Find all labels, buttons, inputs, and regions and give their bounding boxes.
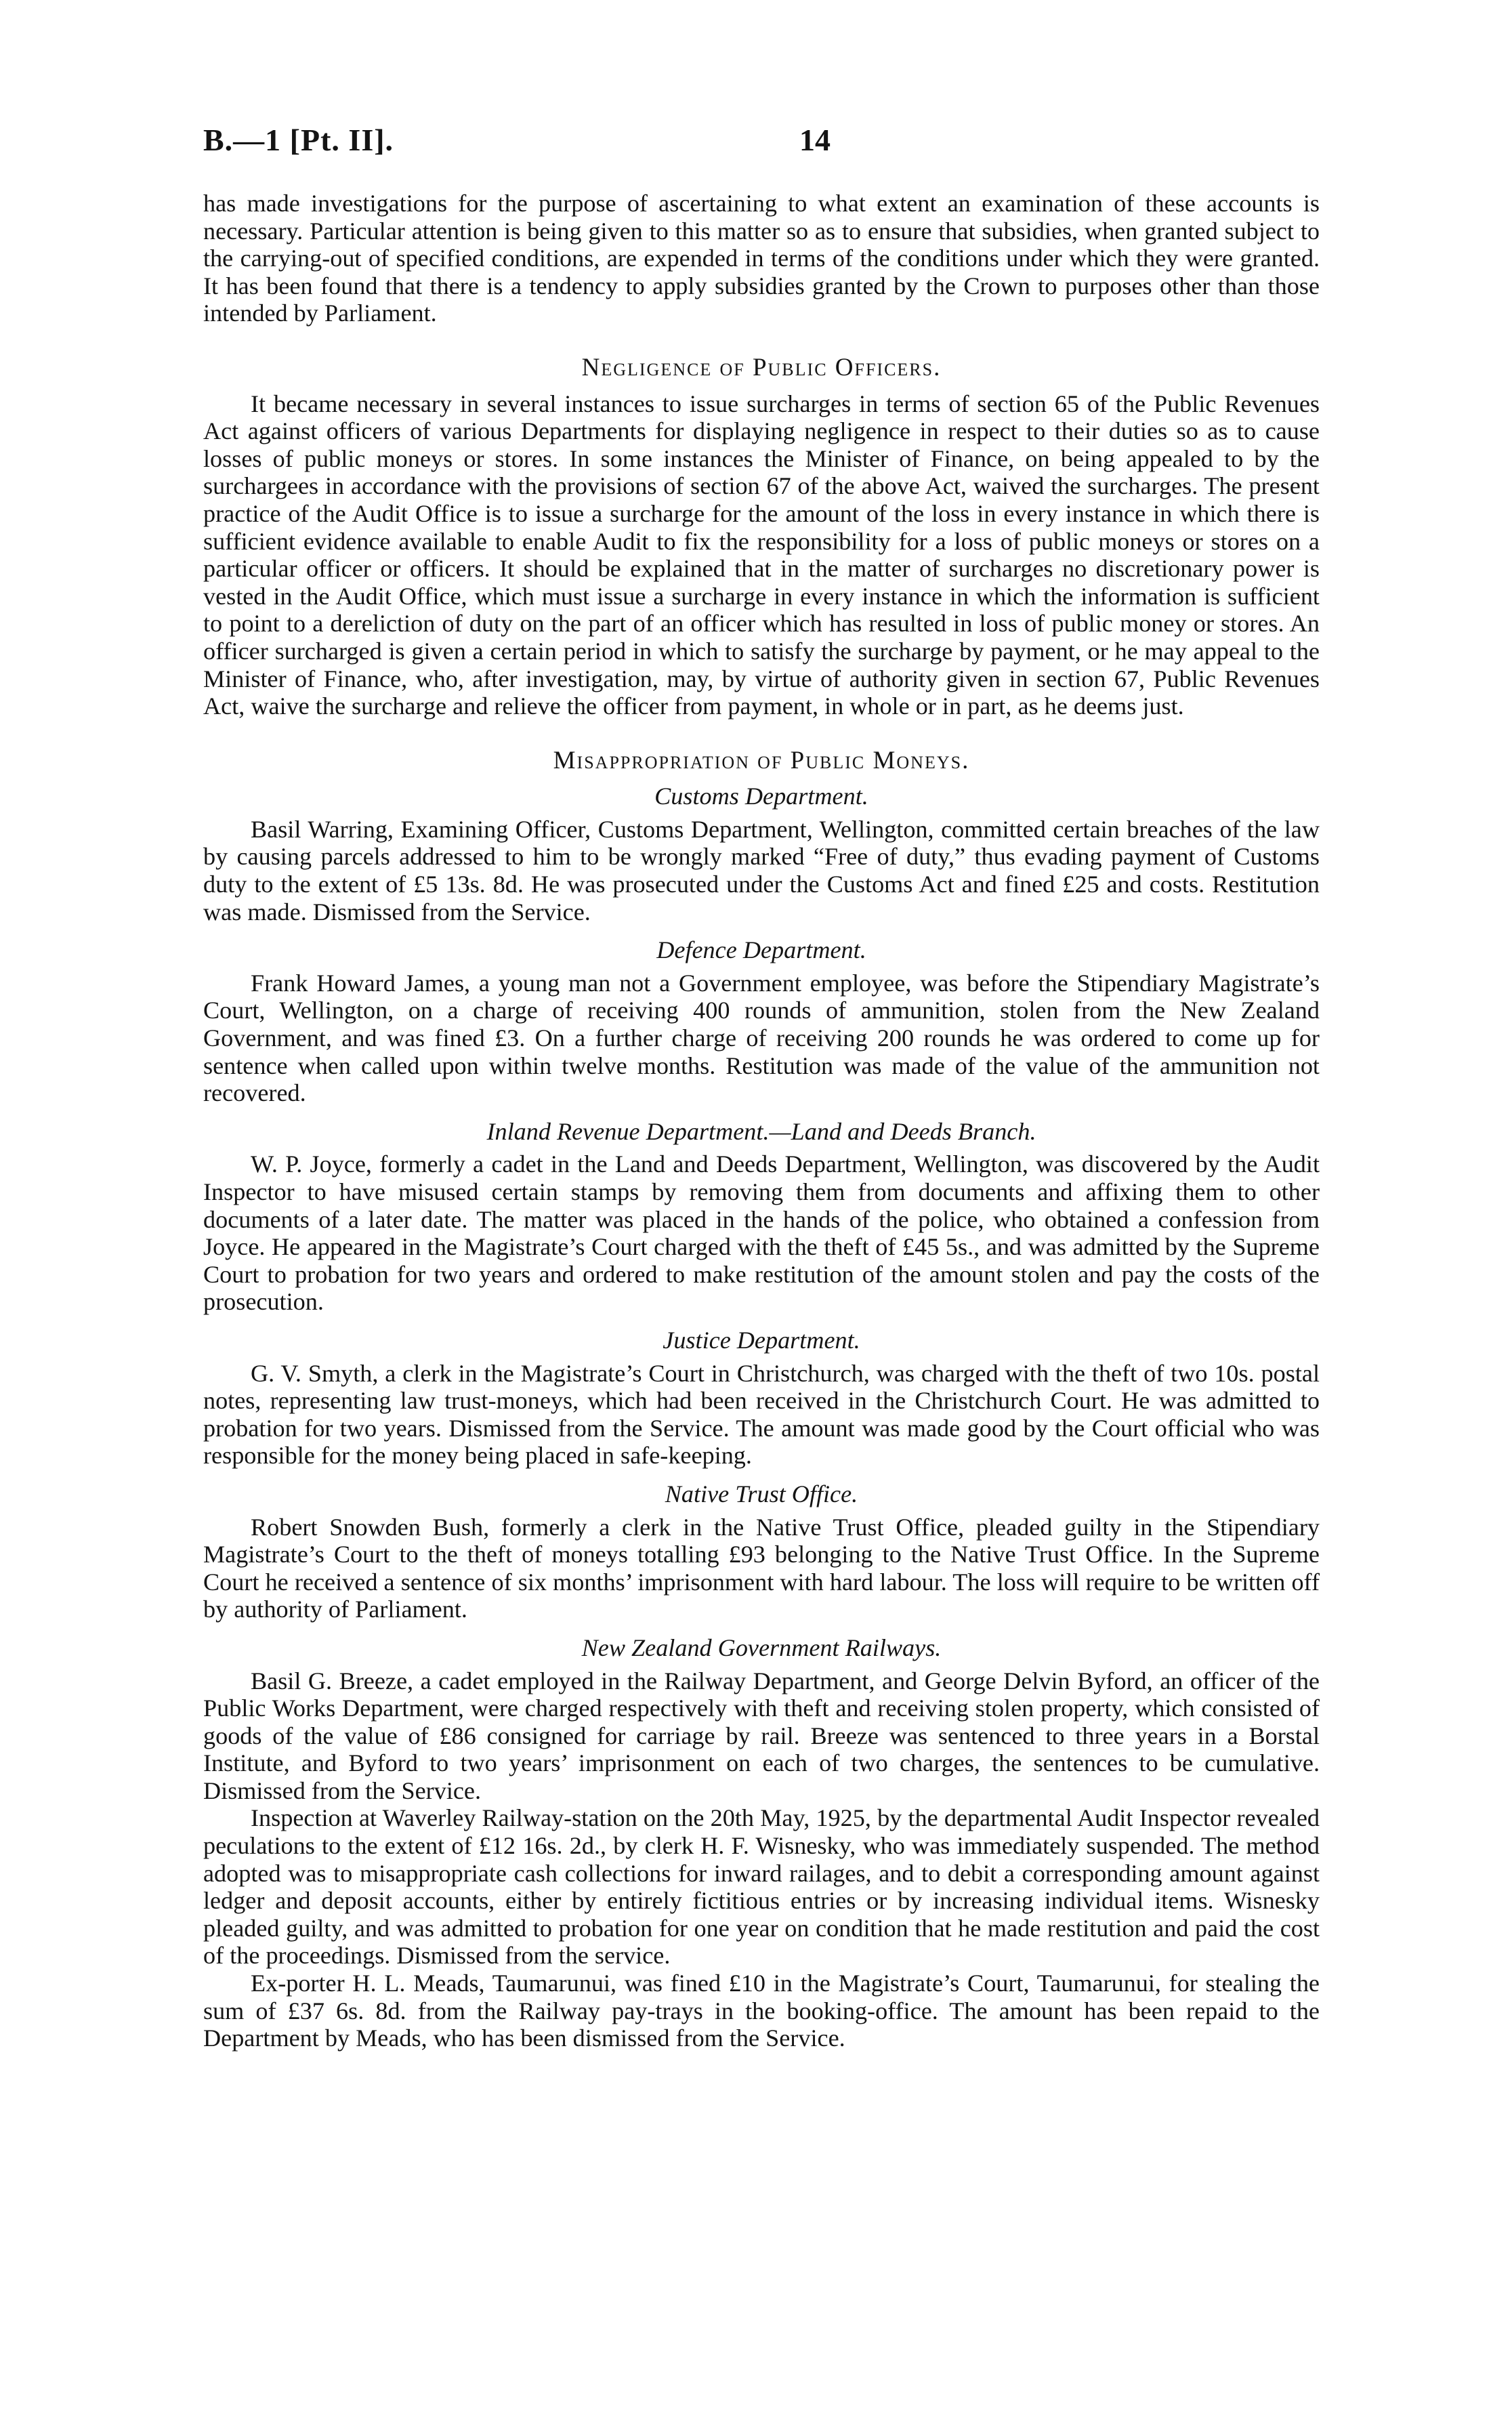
- customs-paragraph: Basil Warring, Examining Officer, Customs Department, Wellington, committed certain breaches of the law by causing parcels addressed to him to be wrongly marked “Free of duty,” thus evading payment of Customs duty to the extent of £5 13s. 8d. He was prosecuted under the Customs Act and fined £25 and costs. Restitution was made. Dismissed from the Service.: [203, 815, 1320, 926]
- page-header: [203, 122, 1309, 163]
- railways-paragraph: Basil G. Breeze, a cadet employed in the Railway Department, and George Delvin Byford, an officer of the Public Works Department, were charged respectively with theft and receiving stolen property, which consisted of goods of the value of £86 consigned for carriage by rail. Breeze was sentenced to three years in a Borstal Institute, and Byford to two years’ imprisonment on each of two charges, the sentences to be cumulative. Dismissed from the Service.: [203, 1667, 1320, 1804]
- intro-paragraph: has made investigations for the purpose of ascertaining to what extent an examination of these accounts is necessary. Particular attention is being given to this matter so as to ensure that subsidies, when granted subject to the carrying-out of specified conditions, are expended in terms of the conditions under which they were granted. It has been found that there is a tendency to apply subsidies granted by the Crown to purposes other than those intended by Parliament.: [203, 190, 1320, 327]
- defence-paragraph: Frank Howard James, a young man not a Government employee, was before the Stipendiary Magistrate’s Court, Wellington, on a charge of receiving 400 rounds of ammunition, stolen from the New Zealand Government, and was fined £3. On a further charge of receiving 200 rounds he was ordered to come up for sentence when called upon within twelve months. Restitution was made of the value of the ammunition not recovered.: [203, 969, 1320, 1107]
- section-heading-misappropriation: Misappropriation of Public Moneys.: [553, 746, 970, 774]
- page-number: 14: [799, 123, 831, 157]
- subheading-justice: Justice Department.: [663, 1326, 860, 1354]
- subheading-railways: New Zealand Government Railways.: [581, 1634, 942, 1661]
- railways-paragraph: Ex-porter H. L. Meads, Taumarunui, was fined £10 in the Magistrate’s Court, Taumarunui, for stealing the sum of £37 6s. 8d. from the Railway pay-trays in the booking-office. The amount has been repaid to the Department by Meads, who has been dismissed from the Service.: [203, 1970, 1320, 2052]
- justice-paragraph: G. V. Smyth, a clerk in the Magistrate’s Court in Christchurch, was charged with the theft of two 10s. postal notes, representing law trust-moneys, which had been received in the Christchurch Court. He was admitted to probation for two years. Dismissed from the Service. The amount was made good by the Court official who was responsible for the money being placed in safe-keeping.: [203, 1359, 1320, 1470]
- native-trust-paragraph: Robert Snowden Bush, formerly a clerk in the Native Trust Office, pleaded guilty in the Stipendiary Magistrate’s Court to the theft of moneys totalling £93 belonging to the Native Trust Office. In the Supreme Court he received a sentence of six months’ imprisonment with hard labour. The loss will require to be written off by authority of Parliament.: [203, 1513, 1320, 1623]
- subheading-inland-revenue: Inland Revenue Department.—Land and Deeds Branch.: [486, 1117, 1036, 1145]
- subheading-native-trust: Native Trust Office.: [665, 1480, 858, 1507]
- inland-revenue-paragraph: W. P. Joyce, formerly a cadet in the Land and Deeds Department, Wellington, was discovered by the Audit Inspector to have misused certain stamps by removing them from documents and affixing them to other documents of a later date. The matter was placed in the hands of the police, who obtained a confession from Joyce. He appeared in the Magistrate’s Court charged with the theft of £45 5s., and was admitted by the Supreme Court to probation for two years and ordered to make restitution of the amount stolen and pay the costs of the prosecution.: [203, 1150, 1320, 1316]
- page-body: [203, 190, 1320, 2052]
- document-reference: B.—1 [Pt. II].: [203, 123, 394, 157]
- negligence-paragraph: It became necessary in several instances to issue surcharges in terms of section 65 of the Public Revenues Act against officers of various Departments for displaying negligence in respect to their duties so as to cause losses of public moneys or stores. In some instances the Minister of Finance, on being appealed to by the surchargees in accordance with the provisions of section 67 of the above Act, waived the surcharges. The present practice of the Audit Office is to issue a surcharge for the amount of the loss in every instance in which there is sufficient evidence available to enable Audit to fix the responsibility for a loss of public moneys or stores on a particular officer or officers. It should be explained that in the matter of surcharges no discretionary power is vested in the Audit Office, which must issue a surcharge in every instance in which the information is sufficient to point to a dereliction of duty on the part of an officer which has resulted in loss of public money or stores. An officer surcharged is given a certain period in which to satisfy the surcharge by payment, or he may appeal to the Minister of Finance, who, after investigation, may, by virtue of authority given in section 67, Public Revenues Act, waive the surcharge and relieve the officer from payment, in whole or in part, as he deems just.: [203, 390, 1320, 720]
- subheading-defence: Defence Department.: [656, 936, 866, 964]
- railways-paragraph: Inspection at Waverley Railway-station on the 20th May, 1925, by the departmental Audit Inspector revealed peculations to the extent of £12 16s. 2d., by clerk H. F. Wisnesky, who was immediately suspended. The method adopted was to misappropriate cash collections for inward railages, and to debit a corresponding amount against ledger and deposit accounts, either by entirely fictitious entries or by increasing individual items. Wisnesky pleaded guilty, and was admitted to probation for one year on condition that he made restitution and paid the cost of the proceedings. Dismissed from the service.: [203, 1804, 1320, 1970]
- subheading-customs: Customs Department.: [654, 783, 868, 810]
- section-heading-negligence: Negligence of Public Officers.: [581, 353, 942, 381]
